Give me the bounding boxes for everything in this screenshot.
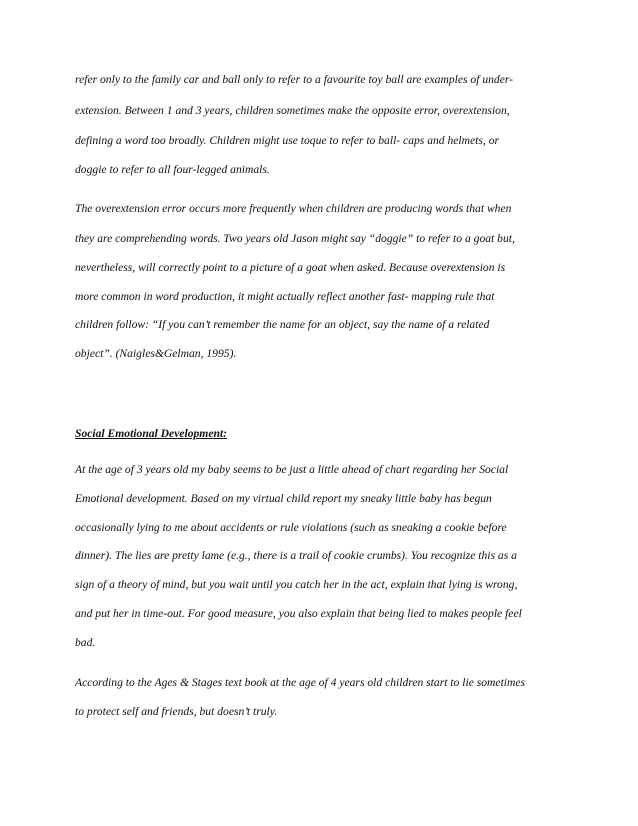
section-heading: Social Emotional Development:: [75, 427, 227, 440]
paragraph-2-line-5: children follow: “If you can’t remember the name for an object, say the name of a related: [75, 318, 490, 331]
paragraph-1-line-2: extension. Between 1 and 3 years, children sometimes make the opposite error, overextension,: [75, 104, 510, 117]
paragraph-3-line-2: Emotional development. Based on my virtual child report my sneaky little baby has begun: [75, 492, 492, 505]
paragraph-2-line-2: they are comprehending words. Two years old Jason might say “doggie” to refer to a goat but,: [75, 232, 515, 245]
paragraph-2-line-3: nevertheless, will correctly point to a picture of a goat when asked. Because overextension is: [75, 261, 506, 274]
paragraph-3-line-4: dinner). The lies are pretty lame (e.g., there is a trail of cookie crumbs). You recognize this as a: [75, 549, 517, 562]
paragraph-4-line-1: According to the Ages & Stages text book at the age of 4 years old children start to lie sometimes: [75, 676, 526, 689]
paragraph-3-line-7: bad.: [75, 636, 96, 649]
paragraph-3-line-3: occasionally lying to me about accidents or rule violations (such as sneaking a cookie before: [75, 521, 507, 534]
paragraph-1-line-3: defining a word too broadly. Children might use toque to refer to ball- caps and helmets, or: [75, 134, 500, 147]
paragraph-4-line-2: to protect self and friends, but doesn’t truly.: [75, 705, 278, 718]
paragraph-1-line-4: doggie to refer to all four-legged animals.: [75, 163, 270, 176]
paragraph-2-line-4: more common in word production, it might actually reflect another fast- mapping rule that: [75, 290, 495, 303]
paragraph-3-line-6: and put her in time-out. For good measure, you also explain that being lied to makes people feel: [75, 607, 522, 620]
paragraph-1-line-1: refer only to the family car and ball only to refer to a favourite toy ball are examples of under-: [75, 73, 513, 86]
paragraph-3-line-1: At the age of 3 years old my baby seems to be just a little ahead of chart regarding her Social: [75, 463, 509, 476]
paragraph-3-line-5: sign of a theory of mind, but you wait until you catch her in the act, explain that lying is wrong,: [75, 578, 518, 591]
paragraph-2-line-1: The overextension error occurs more frequently when children are producing words that when: [75, 202, 512, 215]
paragraph-2-line-6: object”. (Naigles&Gelman, 1995).: [75, 347, 237, 360]
